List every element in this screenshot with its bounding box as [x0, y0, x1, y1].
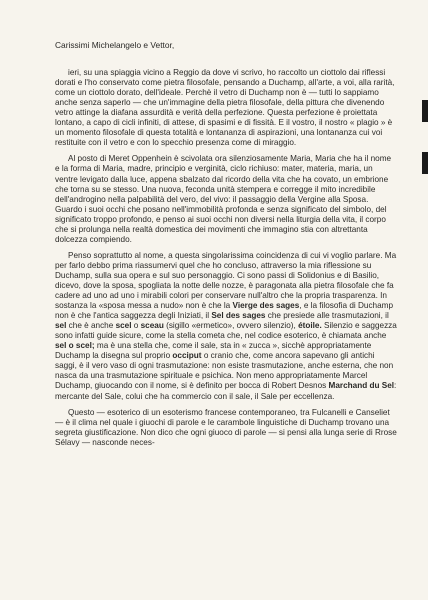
- paragraph-3-text: che è anche: [66, 321, 116, 331]
- bold-term: Sel des sages: [211, 311, 266, 321]
- paragraph-3-text: o cranio che, come ancora sapevano gli antichi saggi, è il vero vaso di ogni trasmutazione: non esiste trasmutazione, anche esterna, che non nasca da una trasmutazione spirituale e psichica. Non meno appropriatamente Marcel Duchamp, giuocando con il nome, si è definito per bocca di Robert Desnos: [55, 351, 394, 391]
- paragraph-3-text: Silenzio e saggezza sono infatti guide sicure, come la stella cometa che, nel codice esoterico, è chiamata anche: [55, 321, 397, 341]
- bold-term: occiput: [172, 351, 202, 361]
- paragraph-4: Questo — esoterico di un esoterismo francese contemporaneo, tra Fulcanelli e Canseliet — è il clima nel quale i giuochi di parole e le carambole linguistiche di Duchamp trovano una segreta giustificazione. Non dico che ogni giuoco di parole — si pensi alla lunga serie di Rrose Sélavy — nasconde neces-: [55, 407, 397, 447]
- paragraph-2: Al posto di Meret Oppenhein è scivolata ora silenziosamente Maria, Maria che ha il nome e la forma di Maria, madre, principio e verginità, ciclo richiuso: mater, materia, maria, un ventre levigato dalla luce, appena sbalzato dal ricordo della vita che ha covato, un embrione che torna su se stesso. Una nuova, feconda unità stempera e corregge il mito incredibile dell'androgino nella palpabilità del vero, del vivo: il passaggio della Vergine alla Sposa. Guardo i suoi occhi che posano nell'immobilità profonda e senza significato del simbolo, del significato troppo profondo, e penso ai suoi occhi non diversi nella liturgia della vita, il corpo che si prolunga nella realtà domestica dei movimenti che immagino stia con altrettanta dolcezza compiendo.: [55, 154, 392, 244]
- bold-term: sel o scel;: [55, 341, 95, 351]
- bold-term: sel: [55, 321, 67, 331]
- paragraph-1: ieri, su una spiaggia vicino a Reggio da dove vi scrivo, ho raccolto un ciottolo dai riflessi dorati e l'ho conservato come pietra filosofale, pensando a Duchamp, all'arte, a voi, alla rarità, come un ciottolo dorato, dell'ideale. Perchè il vetro di Duchamp non è — tutti lo sappiamo anche senza saperlo — che un'immagine della pietra filosofale, della pittura che divenendo vetro attinge la diafana assurdità e verità della perfezione. Questa perfezione è proiettata lontano, a capo di cicli infiniti, di attese, di spasimi e di fissità. E il vostro, il nostro « plagio » è un momento filosofale di questa totalità e lontananza di aspirazioni, una lontananza cui voi restituite con il vetro e con lo specchio presenza come di miraggio.: [55, 68, 395, 148]
- bold-term: sceau: [140, 321, 164, 331]
- paragraph-3-text: o: [131, 321, 141, 331]
- edge-tab-mark: [422, 152, 428, 174]
- letter-body: [55, 40, 397, 454]
- bold-term: scel: [115, 321, 132, 331]
- paragraph-3: [55, 251, 397, 402]
- bold-term: étoile.: [298, 321, 322, 331]
- paragraph-3-text: : mercante del Sale, colui che ha commercio con il sale, il Sale per eccellenza.: [55, 381, 397, 401]
- paragraph-3-text: , e la filosofia di Duchamp non è che l'antica saggezza degli Iniziati, il: [55, 301, 394, 321]
- paragraph-3-text: ma è una stella che, come il sale, sta in « zucca », sicchè appropriatamente Duchamp la disegna sul proprio: [55, 341, 372, 361]
- paragraph-3-text: (sigillo «ermetico», ovvero silenzio),: [163, 321, 299, 331]
- edge-tab-mark: [422, 100, 428, 122]
- letter-salutation: Carissimi Michelangelo e Vettor,: [55, 40, 175, 50]
- bold-term: Vierge des sages: [232, 301, 300, 311]
- paragraph-3-text: che presiede alle trasmutazioni, il: [265, 311, 389, 321]
- bold-term: Marchand du Sel: [328, 381, 395, 391]
- paragraph-3-text: Penso soprattutto al nome, a questa singolarissima coincidenza di cui vi voglio parlare. Ma per farlo debbo prima riassumervi quel che ho concluso, attraverso la mia riflessione su Duchamp, sulla sua opera e sul suo personaggio. Ci sono passi di Solidonius e di Basilio, dicevo, dove la sposa, spogliata la notte delle nozze, è paragonata alla pietra filosofale che fa cadere ad uno ad uno i mirabili colori per conservare null'altro che la propria trasparenza. In sostanza la «sposa messa a nudo» non è che la: [55, 250, 397, 311]
